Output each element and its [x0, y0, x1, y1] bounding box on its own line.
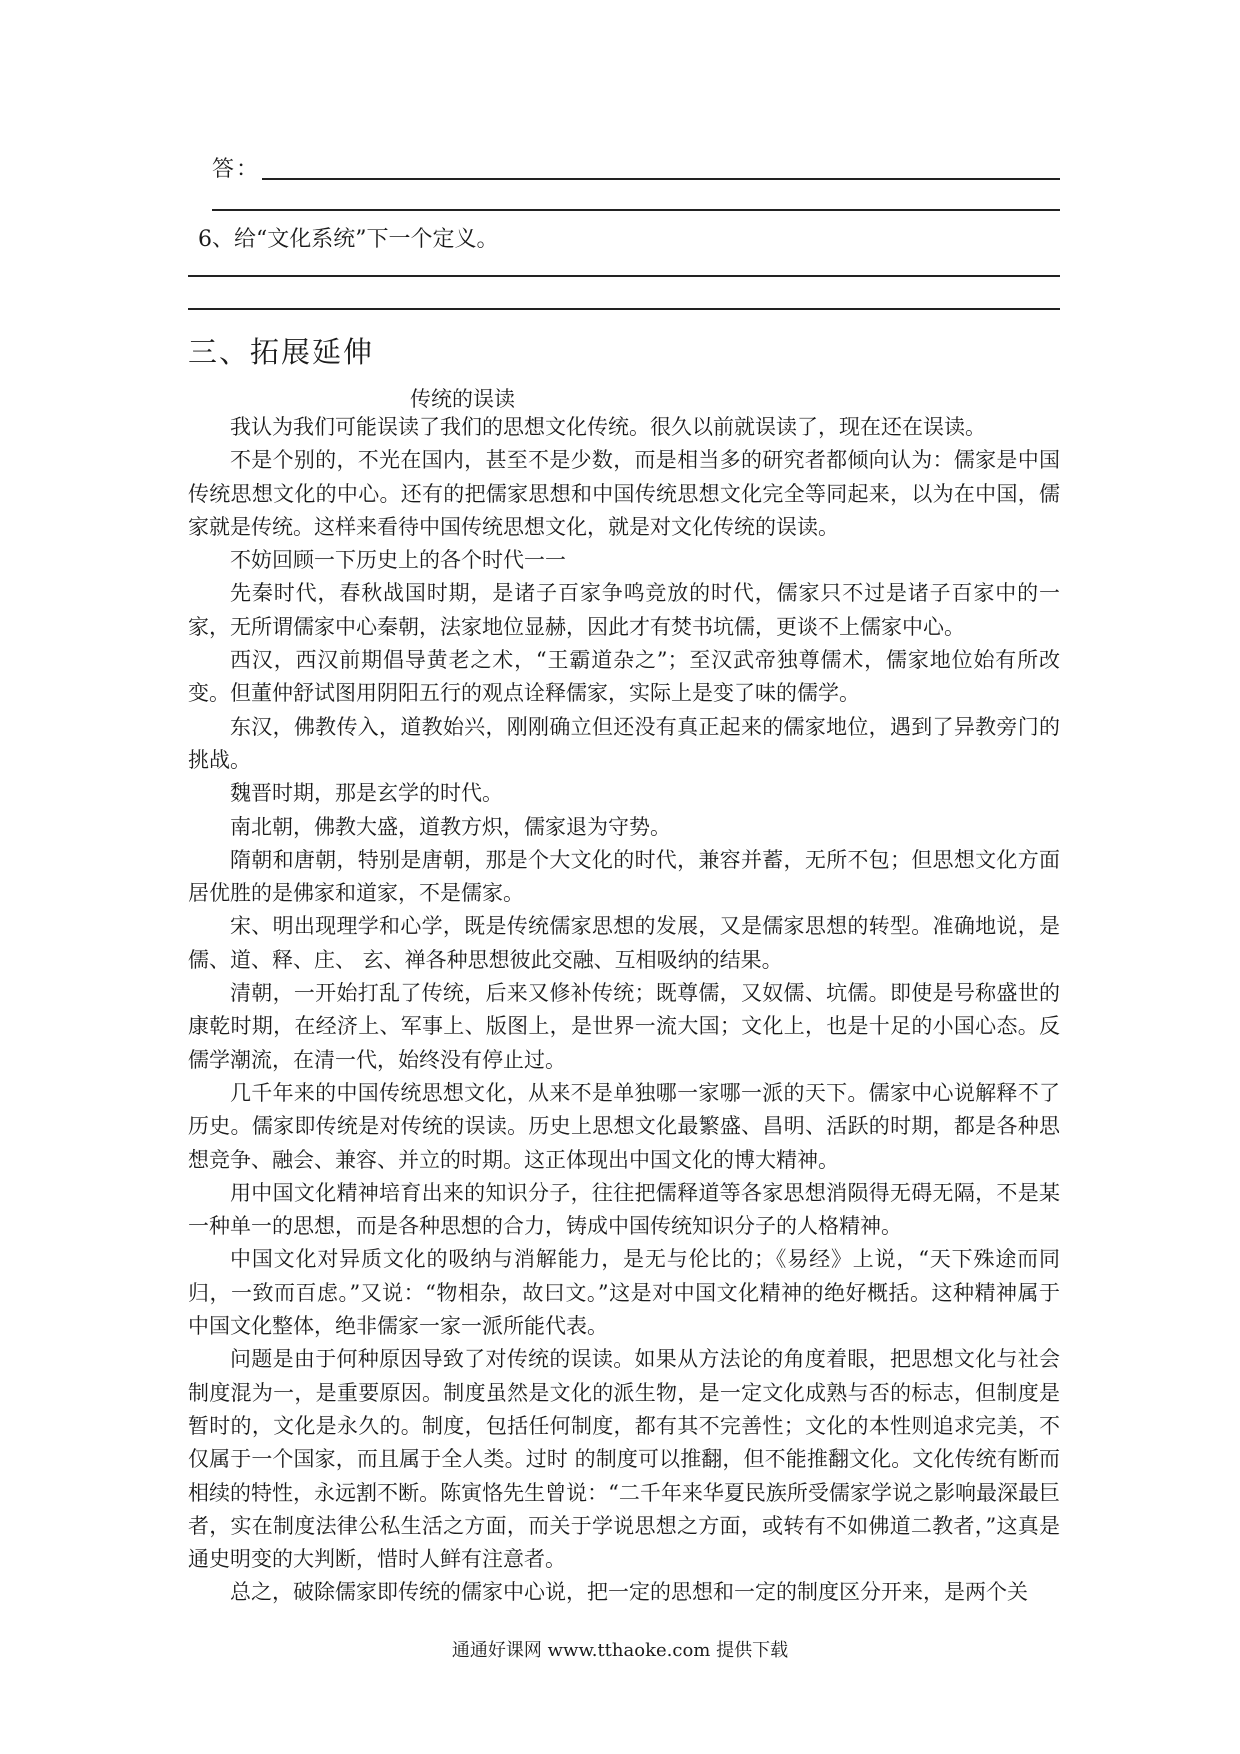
- paragraph: 东汉，佛教传入，道教始兴，刚刚确立但还没有真正起来的儒家地位，遇到了异教旁门的挑战。: [188, 714, 1060, 772]
- answer-label: 答：: [212, 157, 261, 182]
- paragraph: 我认为我们可能误读了我们的思想文化传统。很久以前就误读了，现在还在误读。: [230, 415, 986, 439]
- paragraph: 问题是由于何种原因导致了对传统的误读。如果从方法论的角度着眼，把思想文化与社会制度混为一，是重要原因。制度虽然是文化的派生物，是一定文化成熟与否的标志，但制度是暂时的，文化是永久的。制度，包括任何制度，都有其不完善性；文化的本性则追求完美，不仅属于一个国家，而且属于全人类。过时 的制度可以推翻，但不能推翻文化。文化传统有断而相续的特性，永远割不断。陈寅恪先生曾说：“二千年来华夏民族所受儒家学说之影响最深最巨者，实在制度法律公私生活之方面，而关于学说思想之方面，或转有不如佛道二教者，”这真是通史明变的大判断，惜时人鲜有注意者。: [188, 1347, 1060, 1572]
- paragraph: 先秦时代，春秋战国时期，是诸子百家争鸣竞放的时代，儒家只不过是诸子百家中的一家，无所谓儒家中心秦朝，法家地位显赫，因此才有焚书坑儒，更谈不上儒家中心。: [188, 581, 1060, 639]
- answer-line-3: [188, 275, 1060, 277]
- paragraph: 用中国文化精神培育出来的知识分子，往往把儒释道等各家思想消陨得无碍无隔，不是某一种单一的思想，而是各种思想的合力，铸成中国传统知识分子的人格精神。: [188, 1180, 1060, 1239]
- answer-line-4: [188, 308, 1060, 310]
- article-title: 传统的误读: [410, 387, 515, 411]
- paragraph: 几千年来的中国传统思想文化，从来不是单独哪一家哪一派的天下。儒家中心说解释不了历史。儒家即传统是对传统的误读。历史上思想文化最繁盛、昌明、活跃的时期，都是各种思想竞争、融会、兼容、并立的时期。这正体现出中国文化的博大精神。: [188, 1080, 1060, 1172]
- paragraph: 西汉，西汉前期倡导黄老之术，“王霸道杂之”；至汉武帝独尊儒术，儒家地位始有所改变。但董仲舒试图用阴阳五行的观点诠释儒家，实际上是变了味的儒学。: [188, 648, 1060, 706]
- article-body: [188, 411, 1060, 1610]
- answer-row: [212, 150, 1060, 190]
- question-6: 6、给“文化系统”下一个定义。: [198, 227, 499, 252]
- answer-line: [262, 178, 1060, 180]
- paragraph: 不是个别的，不光在国内，甚至不是少数，而是相当多的研究者都倾向认为：儒家是中国传统思想文化的中心。还有的把儒家思想和中国传统思想文化完全等同起来，以为在中国，儒家就是传统。这样来看待中国传统思想文化，就是对文化传统的误读。: [188, 448, 1060, 539]
- paragraph: 中国文化对异质文化的吸纳与消解能力，是无与伦比的；《易经》上说，“天下殊途而同归，一致而百虑。”又说：“物相杂，故曰文。”这是对中国文化精神的绝好概括。这种精神属于中国文化整体，绝非儒家一家一派所能代表。: [188, 1247, 1060, 1339]
- footer-credit: 通通好课网 www.tthaoke.com 提供下载: [451, 1640, 789, 1661]
- paragraph: 魏晋时期，那是玄学的时代。: [230, 781, 503, 806]
- paragraph: 南北朝，佛教大盛，道教方炽，儒家退为守势。: [230, 814, 671, 839]
- paragraph: 不妨回顾一下历史上的各个时代一一: [230, 548, 566, 573]
- paragraph: 总之，破除儒家即传统的儒家中心说，把一定的思想和一定的制度区分开来，是两个关: [230, 1580, 1028, 1605]
- section-title: 三、拓展延伸: [188, 335, 375, 369]
- answer-line-2: [212, 209, 1060, 211]
- paragraph: 清朝，一开始打乱了传统，后来又修补传统；既尊儒，又奴儒、坑儒。即使是号称盛世的康乾时期，在经济上、军事上、版图上，是世界一流大国；文化上，也是十足的小国心态。反儒学潮流，在清一代，始终没有停止过。: [188, 981, 1060, 1072]
- paragraph: 宋、明出现理学和心学，既是传统儒家思想的发展，又是儒家思想的转型。准确地说，是儒、道、释、庄、 玄、禅各种思想彼此交融、互相吸纳的结果。: [188, 914, 1060, 972]
- paragraph: 隋朝和唐朝，特别是唐朝，那是个大文化的时代，兼容并蓄，无所不包；但思想文化方面居优胜的是佛家和道家，不是儒家。: [188, 847, 1060, 906]
